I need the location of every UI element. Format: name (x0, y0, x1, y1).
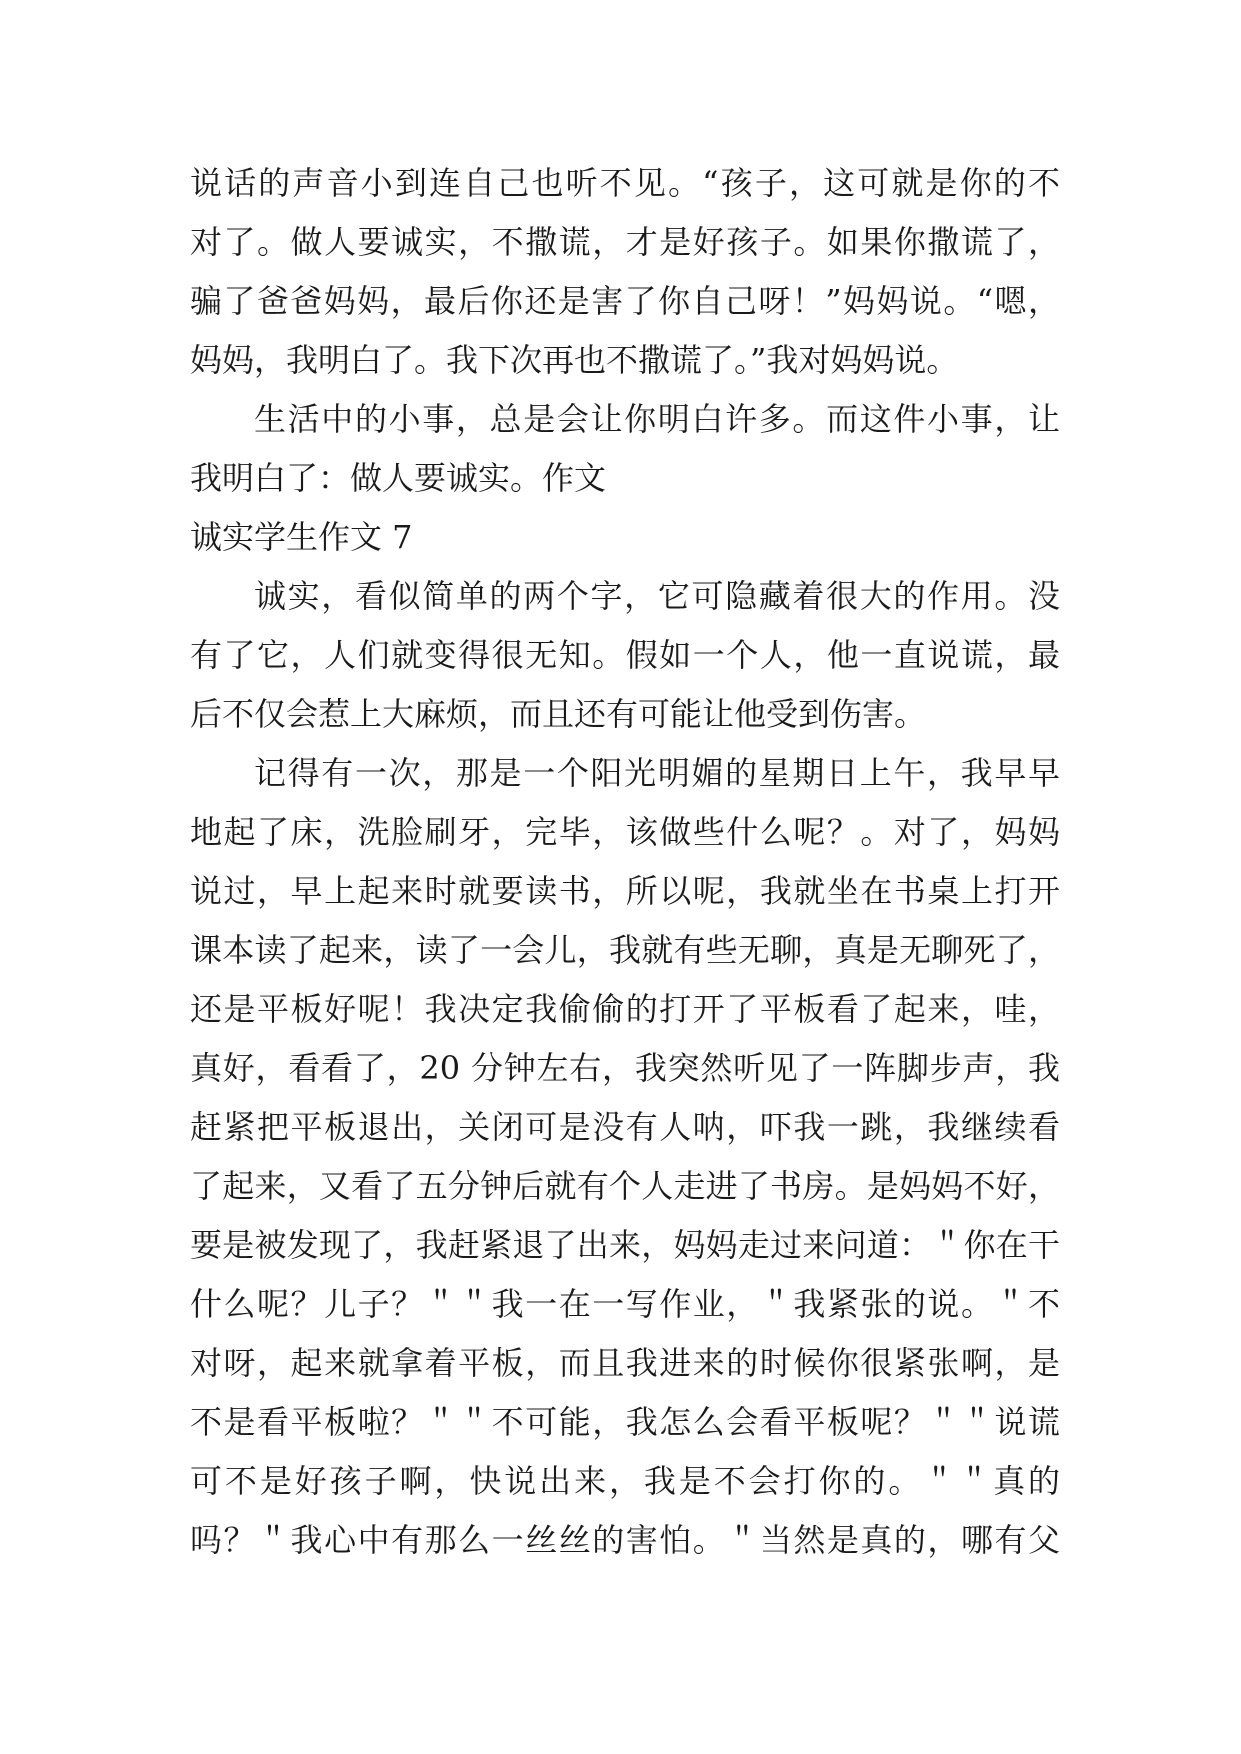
text-line: 我明白了：做人要诚实。作文 (190, 459, 607, 497)
text-line: 吗？＂我心中有那么一丝丝的害怕。＂当然是真的，哪有父 (190, 1521, 1060, 1559)
text-line: 说过，早上起来时就要读书，所以呢，我就坐在书桌上打开 (190, 872, 1060, 910)
text-line: 可不是好孩子啊，快说出来，我是不会打你的。＂＂真的 (190, 1462, 1060, 1500)
text-line: 说话的声音小到连自己也听不见。“孩子，这可就是你的不 (190, 164, 1060, 202)
text-line: 要是被发现了，我赶紧退了出来，妈妈走过来问道：＂你在干 (190, 1226, 1060, 1264)
text-line: 不是看平板啦？＂＂不可能，我怎么会看平板呢？＂＂说谎 (190, 1403, 1060, 1441)
text-line: 还是平板好呢！我决定我偷偷的打开了平板看了起来，哇， (190, 990, 1060, 1028)
section-heading: 诚实学生作文 7 (190, 518, 413, 556)
text-line: 真好，看看了，20 分钟左右，我突然听见了一阵脚步声，我 (190, 1049, 1060, 1087)
text-line: 妈妈，我明白了。我下次再也不撒谎了。”我对妈妈说。 (190, 341, 959, 379)
text-line: 骗了爸爸妈妈，最后你还是害了你自己呀！”妈妈说。“嗯， (190, 282, 1060, 320)
text-line: 生活中的小事，总是会让你明白许多。而这件小事，让 (254, 400, 1060, 438)
text-line: 地起了床，洗脸刷牙，完毕，该做些什么呢？。对了，妈妈 (190, 813, 1060, 851)
text-line: 诚实，看似简单的两个字，它可隐藏着很大的作用。没 (254, 577, 1060, 615)
text-line: 课本读了起来，读了一会儿，我就有些无聊，真是无聊死了， (190, 931, 1060, 969)
text-line: 什么呢？儿子？＂＂我一在一写作业，＂我紧张的说。＂不 (190, 1285, 1060, 1323)
text-line: 后不仅会惹上大麻烦，而且还有可能让他受到伤害。 (190, 695, 927, 733)
text-line: 了起来，又看了五分钟后就有个人走进了书房。是妈妈不好， (190, 1167, 1060, 1205)
text-line: 对呀，起来就拿着平板，而且我进来的时候你很紧张啊，是 (190, 1344, 1060, 1382)
text-line: 有了它，人们就变得很无知。假如一个人，他一直说谎，最 (190, 636, 1060, 674)
text-line: 对了。做人要诚实，不撒谎，才是好孩子。如果你撒谎了， (190, 223, 1060, 261)
text-line: 赶紧把平板退出，关闭可是没有人呐，吓我一跳，我继续看 (190, 1108, 1060, 1146)
text-line: 记得有一次，那是一个阳光明媚的星期日上午，我早早 (254, 754, 1060, 792)
